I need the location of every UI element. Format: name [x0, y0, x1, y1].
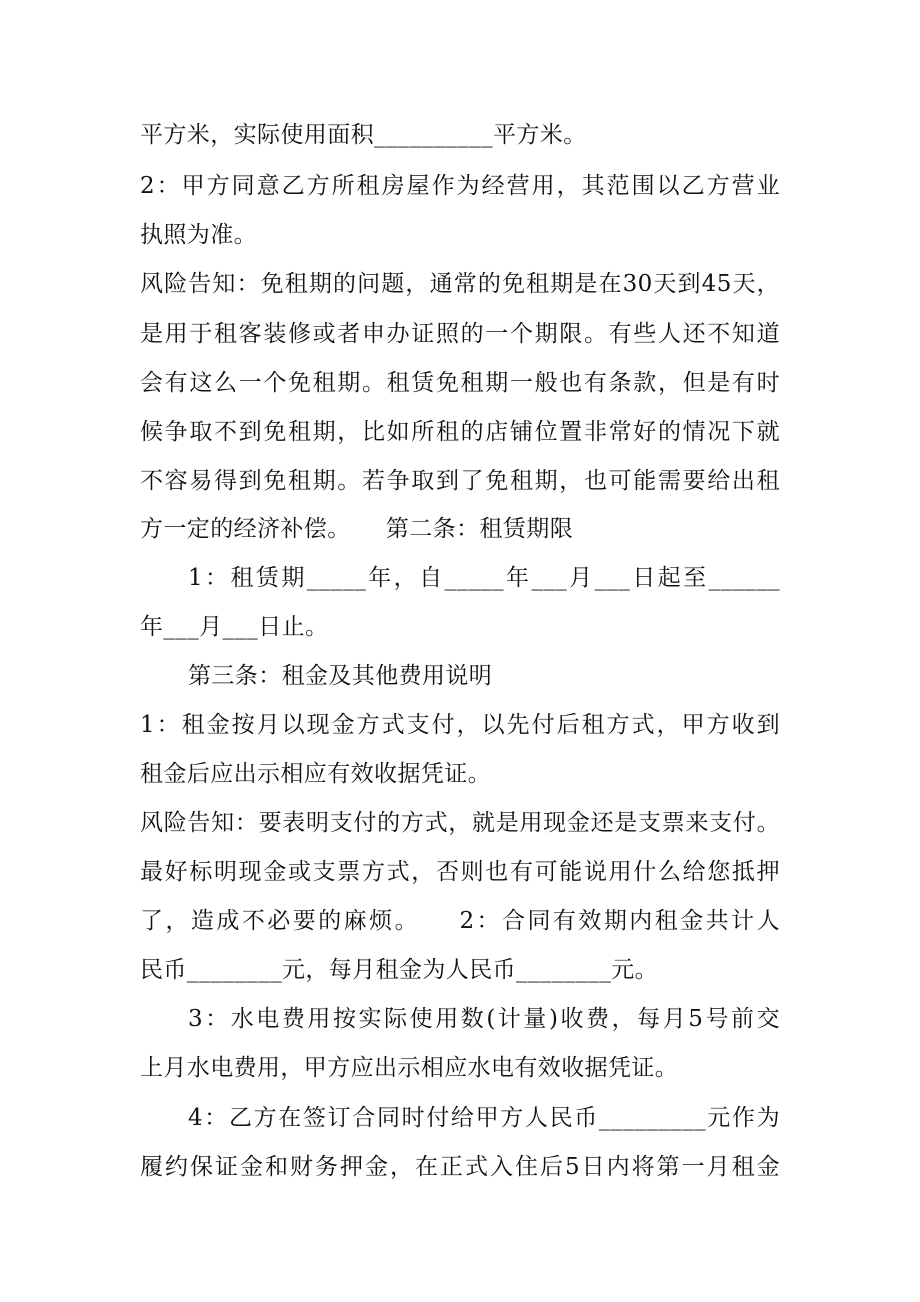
text-line: 1：租赁期_____年，自_____年___月___日起至______ — [188, 565, 780, 591]
section-heading: 第三条：租金及其他费用说明 — [188, 663, 493, 689]
text-line: 风险告知：要表明支付的方式，就是用现金还是支票来支付。 — [140, 810, 780, 836]
text-line: 4：乙方在签订合同时付给甲方人民币_________元作为 — [188, 1105, 780, 1131]
text-line: 上月水电费用，甲方应出示相应水电有效收据凭证。 — [140, 1055, 679, 1081]
text-line: 履约保证金和财务押金，在正式入住后5日内将第一月租金 — [140, 1154, 780, 1180]
text-line: 方一定的经济补偿。 第二条：租赁期限 — [140, 516, 574, 542]
text-line: 2：甲方同意乙方所租房屋作为经营用，其范围以乙方营业 — [140, 173, 780, 199]
text-line: 风险告知：免租期的问题，通常的免租期是在30天到45天， — [140, 271, 780, 297]
text-line: 年___月___日止。 — [140, 614, 329, 640]
text-line: 最好标明现金或支票方式，否则也有可能说用什么给您抵押 — [140, 859, 780, 885]
text-line: 民币________元，每月租金为人民币________元。 — [140, 957, 658, 983]
text-line: 执照为准。 — [140, 222, 257, 248]
text-line: 平方米，实际使用面积__________平方米。 — [140, 122, 587, 148]
text-line: 是用于租客装修或者申办证照的一个期限。有些人还不知道 — [140, 321, 780, 347]
text-line: 不容易得到免租期。若争取到了免租期，也可能需要给出租 — [140, 468, 780, 494]
text-line: 会有这么一个免租期。租赁免租期一般也有条款，但是有时 — [140, 370, 780, 396]
text-line: 1：租金按月以现金方式支付，以先付后租方式，甲方收到 — [140, 712, 780, 738]
text-line: 3：水电费用按实际使用数(计量)收费，每月5号前交 — [188, 1006, 780, 1032]
text-line: 候争取不到免租期，比如所租的店铺位置非常好的情况下就 — [140, 419, 780, 445]
text-line: 了，造成不必要的麻烦。 2：合同有效期内租金共计人 — [140, 908, 780, 934]
text-line: 租金后应出示相应有效收据凭证。 — [140, 761, 491, 787]
